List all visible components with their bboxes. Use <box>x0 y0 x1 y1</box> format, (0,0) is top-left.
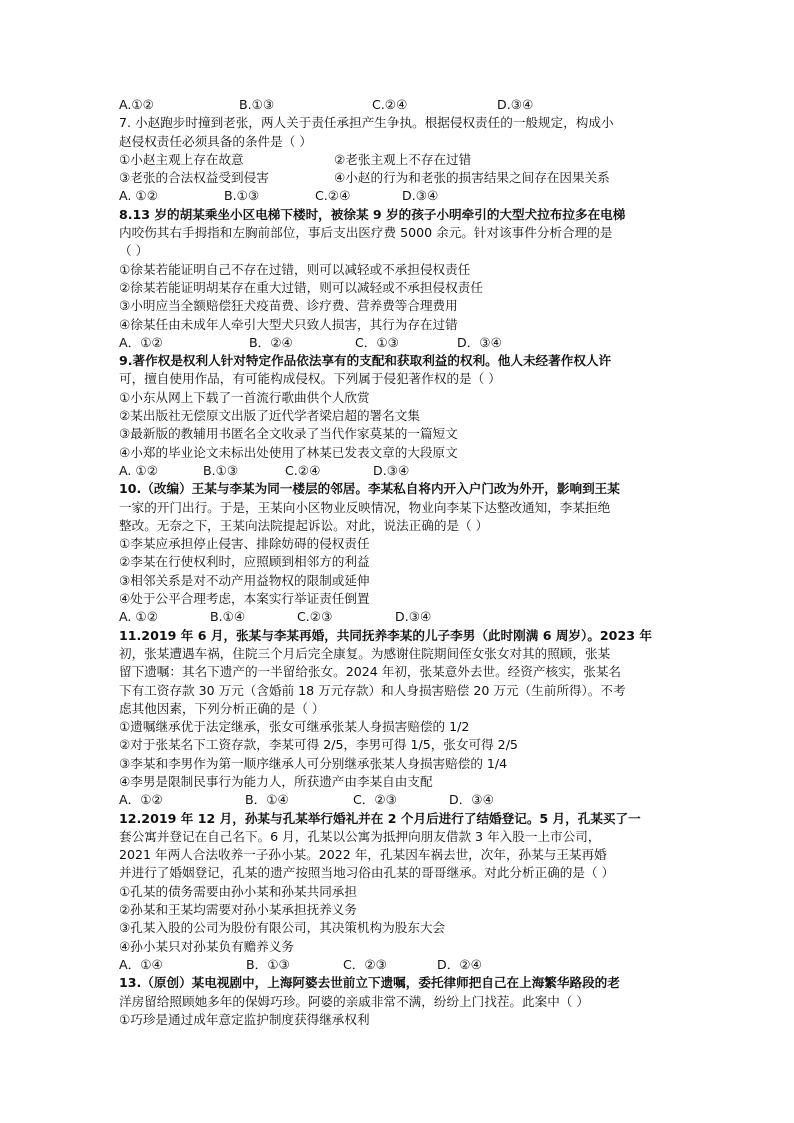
text-line: 9.著作权是权利人针对特定作品依法享有的支配和获取利益的权利。他人未经著作权人许 <box>119 353 612 369</box>
answer-option: ①小赵主观上存在故意 <box>119 151 244 167</box>
text-line: ④处于公平合理考虑，本案实行举证责任倒置 <box>119 591 370 607</box>
answer-option: A．①② <box>119 792 163 808</box>
answer-option: D．③④ <box>449 792 494 808</box>
answer-option: A. ①② <box>119 609 158 625</box>
text-line: ④小郑的毕业论文未标出处使用了林某已发表文章的大段原文 <box>119 444 458 460</box>
document-page <box>119 96 679 1029</box>
answer-option: ②老张主观上不存在过错 <box>334 151 472 167</box>
answer-option: A. ①② <box>119 462 158 478</box>
answer-option: D.③④ <box>402 188 439 204</box>
text-line: ②孙某和王某均需要对孙小某承担抚养义务 <box>119 902 357 918</box>
answer-option: ③老张的合法权益受到侵害 <box>119 170 269 186</box>
answer-options-row <box>119 462 679 480</box>
text-line: 留下遗嘱：其名下遗产的一半留给张女。2024 年初，张某意外去世。经资产核实，张某名 <box>119 664 622 680</box>
answer-options-row <box>119 791 679 809</box>
answer-options-row <box>119 334 679 352</box>
text-line: 初，张某遭遇车祸，住院三个月后完全康复。为感谢住院期间侄女张女对其的照顾，张某 <box>119 645 611 661</box>
answer-option: ④小赵的行为和老张的损害结果之间存在因果关系 <box>334 170 610 186</box>
text-line: 2021 年两人合法收养一子孙小某。2022 年，孔某因车祸去世，次年，孙某与王某再婚 <box>119 847 607 863</box>
text-line: 下有工资存款 30 万元（含婚前 18 万元存款）和人身损害赔偿 20 万元（生前所得）。不考 <box>119 682 626 698</box>
answer-option: B.①③ <box>239 97 275 112</box>
answer-option: D．③④ <box>457 334 502 350</box>
text-line: 10.（改编）王某与李某为同一楼层的邻居。李某私自将内开入户门改为外开，影响到王某 <box>119 481 620 497</box>
answer-option: B．①③ <box>246 956 290 972</box>
answer-options-row <box>119 608 679 626</box>
answer-option: A．①④ <box>119 956 163 972</box>
text-line: 13.（原创）某电视剧中，上海阿婆去世前立下遗嘱，委托律师把自己在上海繁华路段的老 <box>119 975 620 991</box>
text-line: ②对于张某名下工资存款，李某可得 2/5，李男可得 1/5，张女可得 2/5 <box>119 737 518 753</box>
answer-option: B．②④ <box>249 334 293 350</box>
answer-option: B.①③ <box>203 462 239 478</box>
text-line: 套公寓并登记在自己名下。6 月，孔某以公寓为抵押向朋友借款 3 年入股一上市公司， <box>119 828 601 844</box>
answer-options-row <box>119 187 679 205</box>
text-line: ③李某和李男作为第一顺序继承人可分别继承张某人身损害赔偿的 1/4 <box>119 755 508 771</box>
text-line: ②某出版社无偿原文出版了近代学者梁启超的署名文集 <box>119 408 420 424</box>
answer-option: C.②④ <box>372 97 408 112</box>
text-line: ①孔某的债务需要由孙小某和孙某共同承担 <box>119 883 357 899</box>
answer-option: C．①③ <box>355 334 399 350</box>
answer-option: C.②③ <box>297 609 333 625</box>
text-line: ④孙小某只对孙某负有赡养义务 <box>119 938 295 954</box>
answer-option: B.①④ <box>210 609 246 625</box>
answer-option: C.②④ <box>285 462 321 478</box>
answer-option: C.②④ <box>315 188 351 204</box>
text-line: ②徐某若能证明胡某存在重大过错，则可以减轻或不承担侵权责任 <box>119 279 483 295</box>
text-line: 整改。无奈之下，王某向法院提起诉讼。对此，说法正确的是（ ） <box>119 517 489 533</box>
text-line: ②李某在行使权利时，应照顾到相邻方的利益 <box>119 554 370 570</box>
answer-option: A. ①② <box>119 188 158 204</box>
answer-options-row <box>119 96 679 114</box>
text-line: 12.2019 年 12 月，孙某与孔某举行婚礼并在 2 个月后进行了结婚登记。5 月，孔某买了一 <box>119 810 641 826</box>
text-line: 一家的开门出行。于是，王某向小区物业反映情况，物业向李某下达整改通知，李某拒绝 <box>119 499 611 515</box>
answer-options-row <box>119 956 679 974</box>
text-line: 赵侵权责任必须具备的条件是（ ） <box>119 133 312 149</box>
text-line: 11.2019 年 6 月，张某与李某再婚，共同抚养李某的儿子李男（此时刚满 6 周岁）。2023 年 <box>119 627 652 643</box>
answer-option: B.①③ <box>224 188 260 204</box>
text-line: 洋房留给照顾她多年的保姆巧珍。阿婆的亲戚非常不满，纷纷上门找茬。此案中（ ） <box>119 993 589 1009</box>
text-line: ①巧珍是通过成年意定监护制度获得继承权利 <box>119 1011 370 1027</box>
text-line: 可，擅自使用作品，有可能构成侵权。下列属于侵犯著作权的是（ ） <box>119 371 501 387</box>
text-line: ④李男是限制民事行为能力人，所获遗产由李某自由支配 <box>119 773 433 789</box>
answer-option: D.③④ <box>497 97 534 112</box>
answer-option: A.①② <box>119 97 154 112</box>
answer-option: D.③④ <box>373 462 410 478</box>
text-line: ①李某应承担停止侵害、排除妨碍的侵权责任 <box>119 536 370 552</box>
text-line: ④徐某任由未成年人牵引大型犬只致人损害，其行为存在过错 <box>119 316 458 332</box>
text-line: ①徐某若能证明自己不存在过错，则可以减轻或不承担侵权责任 <box>119 261 471 277</box>
text-line: ③相邻关系是对不动产用益物权的限制或延伸 <box>119 572 370 588</box>
text-line: 7. 小赵跑步时撞到老张，两人关于责任承担产生争执。根据侵权责任的一般规定，构成小 <box>119 115 614 131</box>
text-line: ③最新版的教辅用书匿名全文收录了当代作家莫某的一篇短文 <box>119 426 458 442</box>
text-line: ③小明应当全额赔偿狂犬疫苗费、诊疗费、营养费等合理费用 <box>119 298 458 314</box>
answer-option: D.③④ <box>395 609 432 625</box>
answer-options-row <box>119 169 679 187</box>
answer-option: A．①② <box>119 334 163 350</box>
answer-option: C．②③ <box>353 792 397 808</box>
text-line: （ ） <box>119 243 149 259</box>
answer-options-row <box>119 151 679 169</box>
answer-option: B．①④ <box>245 792 289 808</box>
text-line: 虑其他因素，下列分析正确的是（ ） <box>119 700 325 716</box>
text-line: ①遗嘱继承优于法定继承，张女可继承张某人身损害赔偿的 1/2 <box>119 719 470 735</box>
text-line: ③孔某入股的公司为股份有限公司，其决策机构为股东大会 <box>119 920 446 936</box>
answer-option: C．②③ <box>343 956 387 972</box>
text-line: 8.13 岁的胡某乘坐小区电梯下楼时，被徐某 9 岁的孩子小明牵引的大型犬拉布拉多在电梯 <box>119 206 626 222</box>
text-line: 并进行了婚姻登记，孔某的遗产按照当地习俗由孔某的哥哥继承。对此分析正确的是（ ） <box>119 865 615 881</box>
text-line: 内咬伤其右手拇指和左胸前部位，事后支出医疗费 5000 余元。针对该事件分析合理的是 <box>119 225 613 241</box>
answer-option: D．②④ <box>437 956 482 972</box>
text-line: ①小东从网上下载了一首流行歌曲供个人欣赏 <box>119 389 370 405</box>
